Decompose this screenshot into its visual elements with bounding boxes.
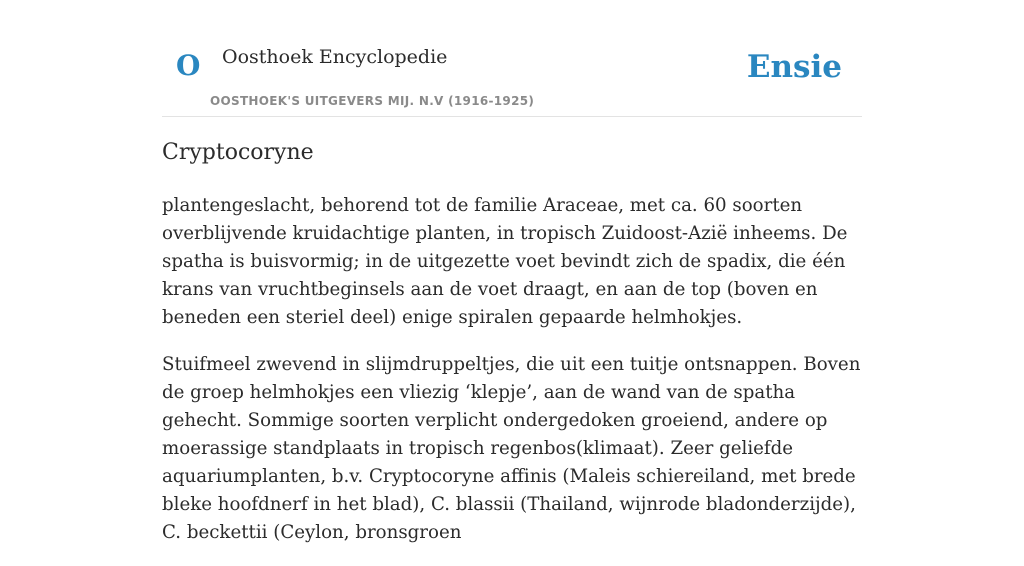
page-container xyxy=(162,0,862,543)
publisher-label: OOSTHOEK'S UITGEVERS MIJ. N.V (1916-1925) xyxy=(210,94,535,108)
site-title-link[interactable]: Oosthoek Encyclopedie xyxy=(222,46,448,68)
site-header xyxy=(162,0,862,117)
entry-paragraph: Stuifmeel zwevend in slijmdruppeltjes, die uit een tuitje ontsnappen. Boven de groep helmhokjes een vliezig ‘klepje’, aan de wand van de spatha gehecht. Sommige soorten verplicht ondergedoken groeiend, andere op moerassige standplaats in tropisch regenbos(klimaat). Zeer geliefde aquariumplanten, b.v. Cryptocoryne affinis (Maleis schiereiland, met brede bleke hoofdnerf in het blad), C. blassii (Thailand, wijnrode bladonderzijde), C. beckettii (Ceylon, bronsgroen xyxy=(162,354,861,543)
site-logo-icon[interactable]: O xyxy=(176,49,201,82)
entry-paragraph: plantengeslacht, behorend tot de familie Araceae, met ca. 60 soorten overblijvende kruidachtige planten, in tropisch Zuidoost-Azië inheems. De spatha is buisvormig; in de uitgezette voet bevindt zich de spadix, die één krans van vruchtbeginsels aan de voet draagt, en aan de top (boven en beneden een steriel deel) enige spiralen gepaarde helmhokjes. xyxy=(162,195,848,328)
entry-body xyxy=(162,192,862,566)
entry-title: Cryptocoryne xyxy=(162,140,314,165)
ensie-brand-link[interactable]: Ensie xyxy=(746,49,842,85)
